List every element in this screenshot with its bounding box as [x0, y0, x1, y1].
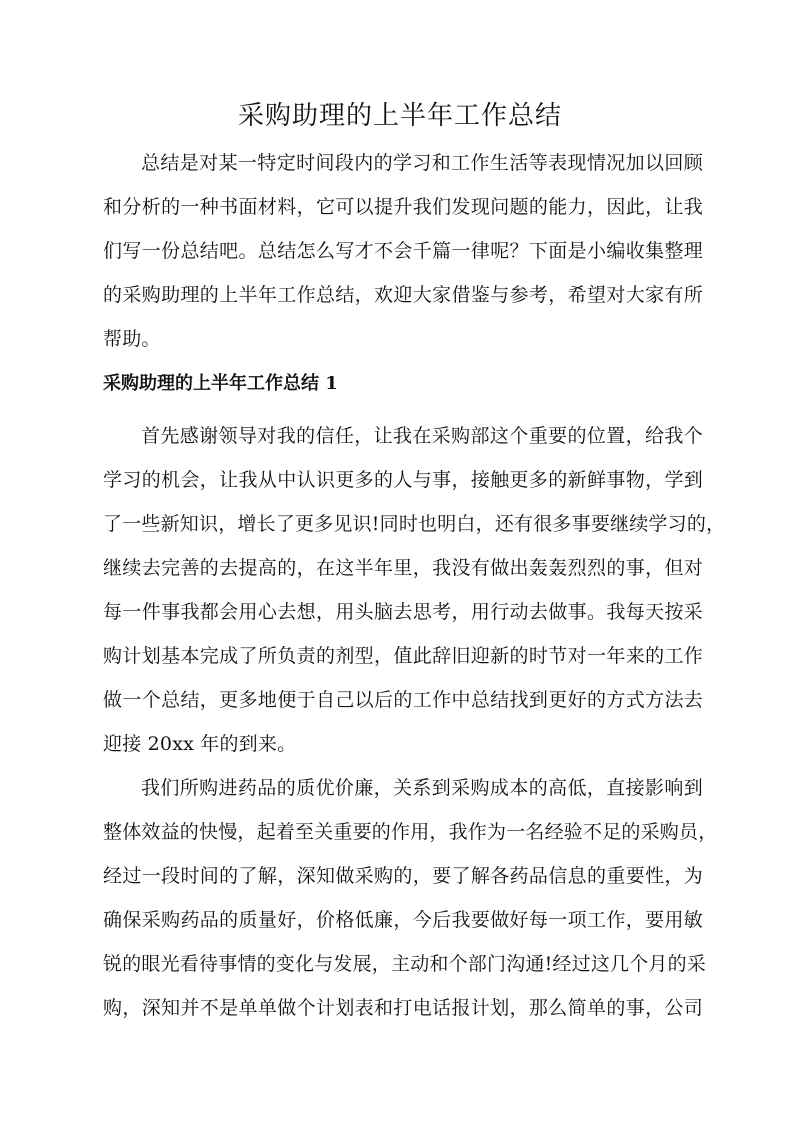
- paragraph2-line: 经过一段时间的了解，深知做采购的，要了解各药品信息的重要性，为: [103, 865, 703, 887]
- intro-line: 们写一份总结吧。总结怎么写才不会千篇一律呢？下面是小编收集整理: [103, 240, 703, 262]
- intro-line: 帮助。: [103, 328, 161, 350]
- paragraph2-line: 锐的眼光看待事情的变化与发展，主动和个部门沟通!经过这几个月的采: [103, 953, 707, 975]
- paragraph1-line: 了一些新知识，增长了更多见识!同时也明白，还有很多事要继续学习的，: [103, 513, 726, 535]
- paragraph2-line: 我们所购进药品的质优价廉，关系到采购成本的高低，直接影响到: [141, 777, 703, 799]
- paragraph2-line: 购，深知并不是单单做个计划表和打电话报计划，那么简单的事，公司: [103, 997, 703, 1019]
- section-heading: 采购助理的上半年工作总结 1: [103, 373, 338, 394]
- paragraph2-line: 确保采购药品的质量好，价格低廉，今后我要做好每一项工作，要用敏: [103, 909, 703, 931]
- paragraph1-line: 迎接 20xx 年的到来。: [103, 733, 297, 755]
- intro-line: 的采购助理的上半年工作总结，欢迎大家借鉴与参考，希望对大家有所: [103, 284, 703, 306]
- paragraph1-line: 购计划基本完成了所负责的剂型，值此辞旧迎新的时节对一年来的工作: [103, 645, 703, 667]
- intro-line: 总结是对某一特定时间段内的学习和工作生活等表现情况加以回顾: [141, 152, 703, 174]
- paragraph1-line: 首先感谢领导对我的信任，让我在采购部这个重要的位置，给我个: [141, 425, 703, 447]
- paragraph1-line: 学习的机会，让我从中认识更多的人与事，接触更多的新鲜事物，学到: [103, 469, 703, 491]
- intro-line: 和分析的一种书面材料，它可以提升我们发现问题的能力，因此，让我: [103, 196, 703, 218]
- document-title: 采购助理的上半年工作总结: [237, 101, 562, 131]
- paragraph1-line: 做一个总结，更多地便于自己以后的工作中总结找到更好的方式方法去: [103, 689, 703, 711]
- paragraph2-line: 整体效益的快慢，起着至关重要的作用，我作为一名经验不足的采购员，: [103, 821, 718, 843]
- paragraph1-line: 继续去完善的去提高的，在这半年里，我没有做出轰轰烈烈的事，但对: [103, 557, 703, 579]
- paragraph1-line: 每一件事我都会用心去想，用头脑去思考，用行动去做事。我每天按采: [103, 601, 703, 623]
